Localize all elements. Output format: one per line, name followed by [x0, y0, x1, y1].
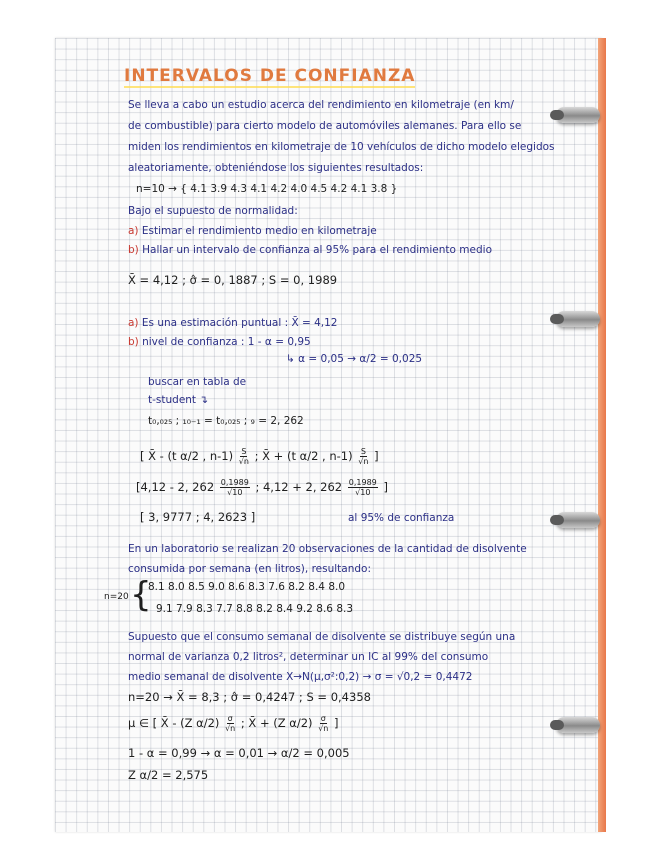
ci-subst-end: ]: [383, 480, 388, 494]
problem1-line-3: miden los rendimientos en kilometraje de 10 vehículos de dicho modelo elegidos: [128, 141, 555, 153]
answer-b-line2: ↳ α = 0,05 → α/2 = 0,025: [286, 353, 423, 365]
problem2-assumption-2: normal de varianza 0,2 litros², determinar un IC al 99% del consumo: [128, 651, 489, 663]
problem2-assumption-1: Supuesto que el consumo semanal de disolvente se distribuye según una: [128, 631, 516, 643]
data-row-1: 8.1 8.0 8.5 9.0 8.6 8.3 7.6 8.2 8.4 8.0: [148, 581, 346, 593]
ci-subst-mid: ; 4,12 + 2, 262: [255, 480, 343, 494]
problem1-statistics: X̄ = 4,12 ; σ̂ = 0, 1887 ; S = 0, 1989: [128, 273, 338, 287]
part-a-label: a): [128, 225, 139, 237]
ci-fraction-2: $\frac{S}{√n}$: [358, 447, 369, 466]
alpha-line: 1 - α = 0,99 → α = 0,01 → α/2 = 0,005: [128, 746, 350, 760]
answer-b-line1: nivel de confianza : 1 - α = 0,95: [142, 336, 311, 348]
z-formula-end: ]: [334, 716, 339, 730]
z-formula-mid: ; X̄ + (Z α/2): [240, 716, 313, 730]
n-label: n=20: [104, 592, 129, 602]
ci-result: [ 3, 9777 ; 4, 2623 ]: [140, 510, 256, 524]
table-note-1: buscar en tabla de: [148, 376, 247, 388]
part-b-label: b): [128, 244, 139, 256]
problem2-statistics: n=20 → X̄ = 8,3 ; σ̂ = 0,4247 ; S = 0,4358: [128, 690, 371, 704]
part-b-text: Hallar un intervalo de confianza al 95% para el rendimiento medio: [142, 244, 492, 256]
ci-substitution: [136, 476, 388, 498]
part-a-text: Estimar el rendimiento medio en kilometraje: [141, 225, 377, 237]
problem2-line-1: En un laboratorio se realizan 20 observaciones de la cantidad de disolvente: [128, 543, 527, 555]
ci-subst-left: [4,12 - 2, 262: [136, 480, 215, 494]
ci-formula-end: ]: [374, 449, 379, 463]
z-fraction-1: $\frac{\sigma}{√n}$: [225, 714, 236, 733]
ci-formula-left: [ X̄ - (t α/2 , n-1): [140, 449, 234, 463]
answer-a: Es una estimación puntual : X̄ = 4,12: [141, 317, 338, 329]
ci-subst-fraction-1: $\frac{0,1989}{√10}$: [220, 478, 249, 497]
sample-data: n=10 → { 4.1 3.9 4.3 4.1 4.2 4.0 4.5 4.2 4.1 3.8 }: [136, 183, 398, 195]
answer-b-label: b): [128, 336, 139, 348]
ci-formula-mid: ; X̄ + (t α/2 , n-1): [254, 449, 353, 463]
problem2-line-2: consumida por semana (en litros), resultando:: [128, 563, 371, 575]
problem1-line-4: aleatoriamente, obteniéndose los siguientes resultados:: [128, 162, 424, 174]
ci-formula: [140, 445, 379, 467]
problem1-line-2: de combustible) para cierto modelo de automóviles alemanes. Para ello se: [128, 120, 522, 132]
page-title: INTERVALOS DE CONFIANZA: [124, 66, 416, 86]
ci-subst-fraction-2: $\frac{0,1989}{√10}$: [348, 478, 377, 497]
z-value: Z α/2 = 2,575: [128, 768, 209, 782]
ci-result-note: al 95% de confianza: [348, 512, 455, 524]
data-brace: {: [130, 575, 152, 615]
ci-fraction-1: $\frac{S}{√n}$: [238, 447, 249, 466]
t-value: t₀,₀₂₅ ; ₁₀₋₁ = t₀,₀₂₅ ; ₉ = 2, 262: [148, 415, 304, 427]
table-note-2: t-student ↴: [148, 394, 209, 406]
normality-assumption: Bajo el supuesto de normalidad:: [128, 205, 298, 217]
z-fraction-2: $\frac{\sigma}{√n}$: [318, 714, 329, 733]
z-formula-left: μ ∈ [ X̄ - (Z α/2): [128, 716, 220, 730]
answer-a-label: a): [128, 317, 139, 329]
problem1-line-1: Se lleva a cabo un estudio acerca del rendimiento en kilometraje (en km/: [128, 99, 514, 111]
z-ci-formula: [128, 712, 339, 734]
data-row-2: 9.1 7.9 8.3 7.7 8.8 8.2 8.4 9.2 8.6 8.3: [156, 603, 354, 615]
problem2-assumption-3: medio semanal de disolvente X→N(μ,σ²:0,2) → σ = √0,2 = 0,4472: [128, 671, 473, 683]
